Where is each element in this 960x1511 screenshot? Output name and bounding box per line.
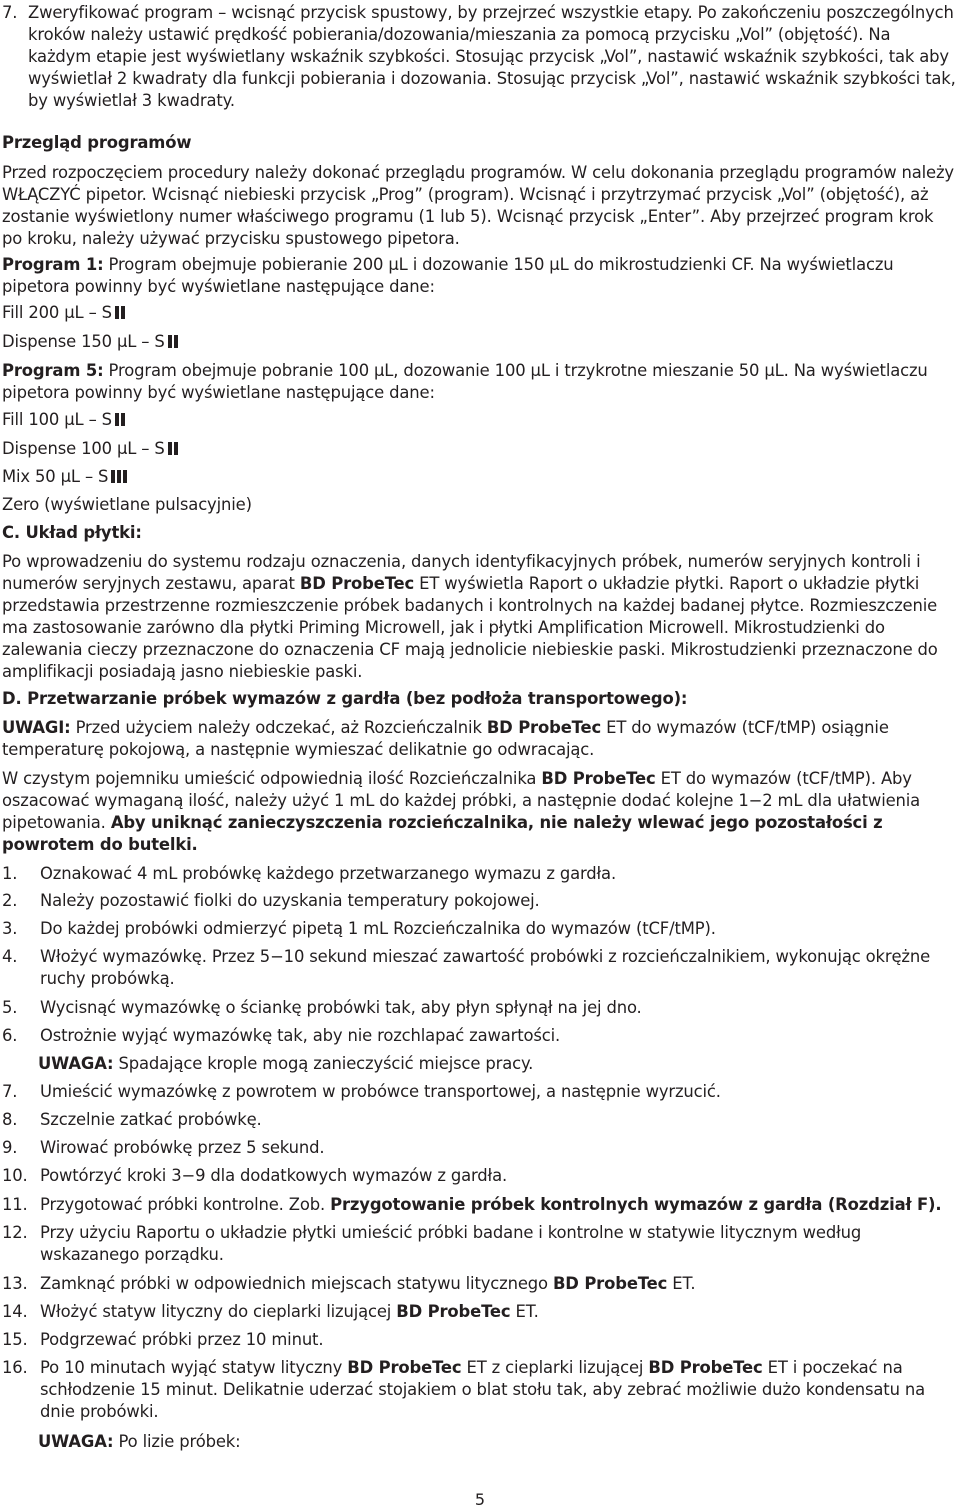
program-1-label: Program 1: <box>2 255 104 274</box>
step-number: 10. <box>2 1166 28 1185</box>
page-number: 5 <box>474 1490 486 1509</box>
step-7b-item <box>2 1081 958 1103</box>
step-number: 15. <box>2 1330 28 1349</box>
note-label: UWAGA: <box>38 1432 114 1451</box>
speed-squares-2-icon <box>168 332 180 354</box>
speed-squares-3-icon <box>111 467 129 489</box>
step-number: 16. <box>2 1358 28 1377</box>
program-5-paragraph <box>2 360 958 404</box>
step-text <box>40 1357 958 1423</box>
brand-name: BD ProbeTec <box>541 769 656 788</box>
step-text: Powtórzyć kroki 3−9 dla dodatkowych wymazów z gardła. <box>40 1166 508 1185</box>
brand-name: BD ProbeTec <box>347 1358 462 1377</box>
step-text-part: Włożyć statyw lityczny do cieplarki lizującej <box>40 1302 397 1321</box>
step-5-item <box>2 997 958 1019</box>
step-number: 5. <box>2 998 18 1017</box>
step-text <box>40 1301 958 1323</box>
warnings-text: ET do wymazów (tCF/tMP) osiągnie temperaturę pokojową, a następnie wymieszać delikatnie go odwracając. <box>2 718 889 759</box>
step-16-item <box>2 1357 958 1423</box>
step-text: Przy użyciu Raportu o układzie płytki umieścić próbki badane i kontrolne w statywie litycznym według wskazanego porządku. <box>40 1223 862 1264</box>
step-text: Zweryfikować program – wcisnąć przycisk spustowy, by przejrzeć wszystkie etapy. Po zakończeniu poszczególnych kroków należy ustawić prędkość pobierania/dozowania/mieszania za pomocą przycisku „Vol” (objętość). Na każdym etapie jest wyświetlany wskaźnik szybkości. Stosując przycisk „Vol”, nastawić wskaźnik szybkości, tak aby wyświetlał 2 kwadraty dla funkcji pobierania i dozowania. Stosując przycisk „Vol”, nastawić wskaźnik szybkości tak, by wyświetlał 3 kwadraty. <box>28 3 956 110</box>
step-3-item <box>2 918 958 940</box>
speed-squares-2-icon <box>115 410 127 432</box>
section-c-heading: C. Układ płytki: <box>2 523 142 542</box>
note-text: Spadające krople mogą zanieczyścić miejsce pracy. <box>113 1054 534 1073</box>
step-8-item <box>2 1109 958 1131</box>
section-d-paragraph <box>2 768 958 856</box>
section-c-paragraph <box>2 551 958 683</box>
speed-squares-2-icon <box>168 439 180 461</box>
program-5-line-fill <box>2 409 958 432</box>
section-c-text: Po wprowadzeniu do systemu rodzaju oznaczenia, danych identyfikacyjnych próbek, numerów seryjnych kontroli i numerów seryjnych zestawu, aparat <box>2 552 921 593</box>
note-text: Po lizie próbek: <box>113 1432 241 1451</box>
step-2-item <box>2 890 958 912</box>
section-d-emphasis: Aby uniknąć zanieczyszczenia rozcieńczalnika, nie należy wlewać jego pozostałości z powrotem do butelki. <box>2 813 883 854</box>
brand-name: BD ProbeTec <box>486 718 602 737</box>
display-line-text: Dispense 150 µL – S <box>2 332 165 351</box>
step-text: Umieścić wymazówkę z powrotem w probówce transportowej, a następnie wyrzucić. <box>40 1082 721 1101</box>
step-text <box>40 1273 958 1295</box>
step-number: 14. <box>2 1302 28 1321</box>
step-text-part: Po 10 minutach wyjąć statyw lityczny <box>40 1358 348 1377</box>
program-5-line-zero: Zero (wyświetlane pulsacyjnie) <box>2 495 252 514</box>
step-14-item <box>2 1301 958 1323</box>
step-text: Podgrzewać próbki przez 10 minut. <box>40 1330 324 1349</box>
step-text: Włożyć wymazówkę. Przez 5−10 sekund mieszać zawartość probówki z rozcieńczalnikiem, wykonując okrężne ruchy probówką. <box>40 947 931 988</box>
warnings-label: UWAGI: <box>2 718 71 737</box>
step-text-part: Zamknąć próbki w odpowiednich miejscach statywu litycznego <box>40 1274 553 1293</box>
step-text: Ostrożnie wyjąć wymazówkę tak, aby nie rozchlapać zawartości. <box>40 1026 561 1045</box>
step-number: 1. <box>2 864 18 883</box>
section-c-text: ET wyświetla Raport o układzie płytki. Raport o układzie płytki przedstawia przestrzenne rozmieszczenie próbek badanych i kontrolnych na każdej badanej płytce. Rozmieszczenie ma zastosowanie zarówno dla płytki Priming Microwell, jak i płytki Amplification Microwell. Mikrostudzienki do zalewania cieczy przeznaczone do oznaczenia CF mają jednolicie niebieskie paski. Mikrostudzienki przeznaczone do amplifikacji posiadają jasno niebieskie paski. <box>2 574 938 681</box>
section-d-warnings <box>2 717 958 761</box>
display-line-text: Fill 100 µL – S <box>2 410 112 429</box>
section-d-text: W czystym pojemniku umieścić odpowiednią ilość Rozcieńczalnika <box>2 769 542 788</box>
step-number: 9. <box>2 1138 18 1157</box>
step-11-item <box>2 1194 958 1216</box>
note-label: UWAGA: <box>38 1054 114 1073</box>
step-text-part: ET z cieplarki lizującej <box>461 1358 649 1377</box>
speed-squares-2-icon <box>115 303 127 325</box>
step-6-item <box>2 1025 958 1047</box>
step-15-item <box>2 1329 958 1351</box>
step-text-part: ET. <box>667 1274 696 1293</box>
step-7-item <box>2 2 958 112</box>
step-text: Do każdej probówki odmierzyć pipetą 1 mL Rozcieńczalnika do wymazów (tCF/tMP). <box>40 919 716 938</box>
step-4-item <box>2 946 958 990</box>
review-paragraph: Przed rozpoczęciem procedury należy dokonać przeglądu programów. W celu dokonania przeglądu programów należy WŁĄCZYĆ pipetor. Wcisnąć niebieski przycisk „Prog” (program). Wcisnąć i przytrzymać przycisk „Vol” (objętość), aż zostanie wyświetlony numer właściwego programu (1 lub 5). Wcisnąć przycisk „Enter”. Aby przejrzeć program krok po kroku, należy używać przycisku spustowego pipetora. <box>2 163 954 248</box>
program-5-label: Program 5: <box>2 361 104 380</box>
step-text-part: ET. <box>510 1302 539 1321</box>
brand-name: BD ProbeTec <box>648 1358 763 1377</box>
brand-name: BD ProbeTec <box>299 574 415 593</box>
step-text: Należy pozostawić fiolki do uzyskania temperatury pokojowej. <box>40 891 540 910</box>
step-16-note <box>38 1431 958 1453</box>
section-d-heading: D. Przetwarzanie próbek wymazów z gardła (bez podłoża transportowego): <box>2 689 688 708</box>
step-10-item <box>2 1165 958 1187</box>
step-number: 7. <box>2 3 18 22</box>
program-1-line-fill <box>2 302 958 325</box>
display-line-text: Fill 200 µL – S <box>2 303 112 322</box>
section-reference: Przygotowanie próbek kontrolnych wymazów z gardła (Rozdział F). <box>330 1195 942 1214</box>
step-number: 4. <box>2 947 18 966</box>
warnings-text: Przed użyciem należy odczekać, aż Rozcieńczalnik <box>70 718 487 737</box>
brand-name: BD ProbeTec <box>396 1302 511 1321</box>
program-1-text: Program obejmuje pobieranie 200 µL i dozowanie 150 µL do mikrostudzienki CF. Na wyświetlaczu pipetora powinny być wyświetlane następujące dane: <box>2 255 894 296</box>
program-1-line-dispense <box>2 331 958 354</box>
section-d-text: ET do wymazów (tCF/tMP). Aby oszacować wymaganą ilość, należy użyć 1 mL do każdej próbki, a następnie dodać kolejne 1−2 mL dla ułatwienia pipetowania. <box>2 769 921 832</box>
program-5-line-dispense <box>2 438 958 461</box>
step-1-item <box>2 863 958 885</box>
review-heading: Przegląd programów <box>2 133 192 152</box>
display-line-text: Mix 50 µL – S <box>2 467 109 486</box>
step-12-item <box>2 1222 958 1266</box>
step-number: 6. <box>2 1026 18 1045</box>
step-text: Wirować probówkę przez 5 sekund. <box>40 1138 325 1157</box>
program-5-line-mix <box>2 466 958 489</box>
step-text: Wycisnąć wymazówkę o ściankę probówki tak, aby płyn spłynął na jej dno. <box>40 998 642 1017</box>
step-number: 13. <box>2 1274 28 1293</box>
program-1-paragraph <box>2 254 958 298</box>
step-text: Oznakować 4 mL probówkę każdego przetwarzanego wymazu z gardła. <box>40 864 617 883</box>
step-text-part: Przygotować próbki kontrolne. Zob. <box>40 1195 331 1214</box>
step-13-item <box>2 1273 958 1295</box>
step-text-part: ET i poczekać na schłodzenie 15 minut. Delikatnie uderzać stojakiem o blat stołu tak, aby zebrać możliwie dużo kondensatu na dnie probówki. <box>40 1358 926 1421</box>
step-number: 7. <box>2 1082 18 1101</box>
step-number: 8. <box>2 1110 18 1129</box>
step-number: 3. <box>2 919 18 938</box>
step-number: 12. <box>2 1223 28 1242</box>
step-number: 11. <box>2 1195 28 1214</box>
display-line-text: Dispense 100 µL – S <box>2 439 165 458</box>
step-9-item <box>2 1137 958 1159</box>
step-text <box>40 1194 958 1216</box>
step-number: 2. <box>2 891 18 910</box>
brand-name: BD ProbeTec <box>552 1274 668 1293</box>
step-text: Szczelnie zatkać probówkę. <box>40 1110 262 1129</box>
program-5-text: Program obejmuje pobranie 100 µL, dozowanie 100 µL i trzykrotne mieszanie 50 µL. Na wyświetlaczu pipetora powinny być wyświetlane następujące dane: <box>2 361 928 402</box>
step-6-note <box>38 1053 958 1075</box>
